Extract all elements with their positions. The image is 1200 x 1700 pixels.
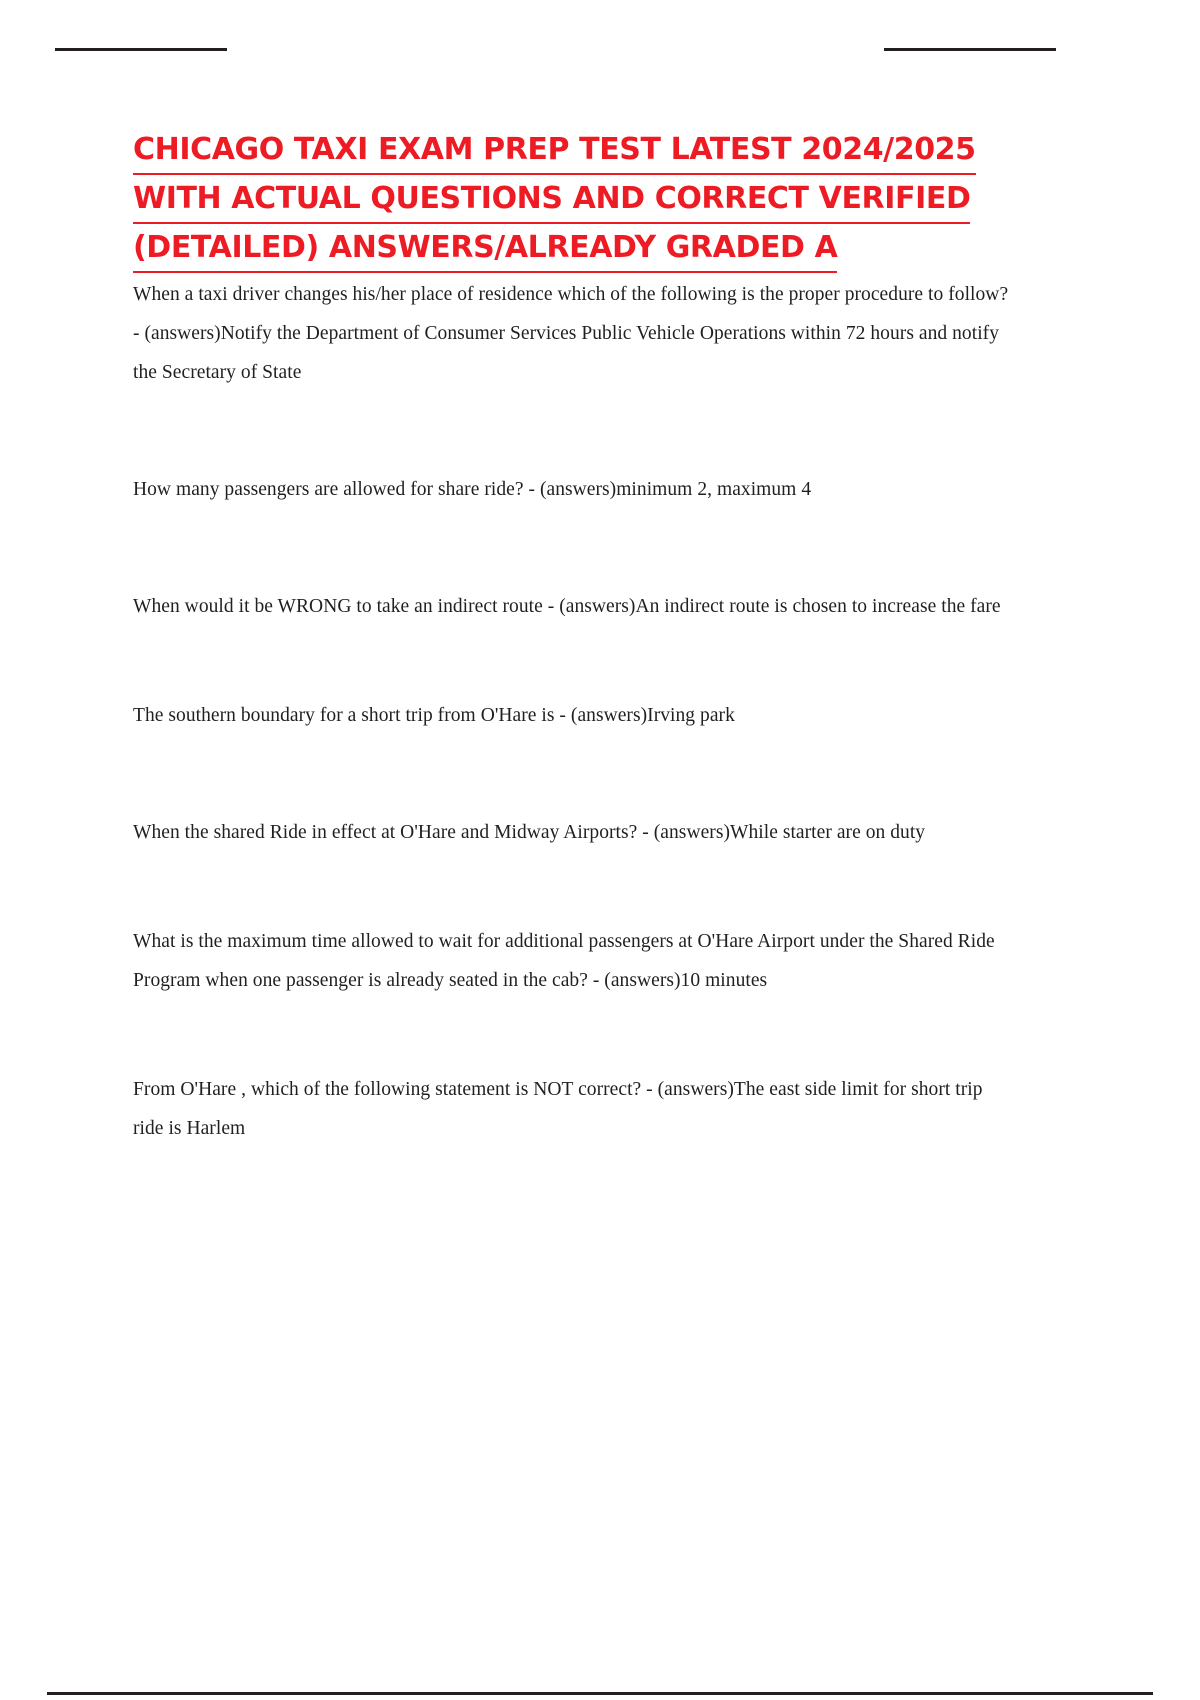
- qa-block-5: When the shared Ride in effect at O'Hare and Midway Airports? - (answers)While starter are on duty: [133, 822, 926, 843]
- title-line-1: CHICAGO TAXI EXAM PREP TEST LATEST 2024/2025: [133, 128, 976, 175]
- qa-block-3: When would it be WRONG to take an indirect route - (answers)An indirect route is chosen to increase the fare: [133, 596, 1001, 617]
- title-line-2: WITH ACTUAL QUESTIONS AND CORRECT VERIFIED: [133, 177, 970, 224]
- block-spacer: [133, 735, 1009, 813]
- footer-rule: [47, 1692, 1153, 1695]
- qa-block-1: When a taxi driver changes his/her place of residence which of the following is the proper procedure to follow? - (answers)Notify the Department of Consumer Services Public Vehicle Operations within 72 hours and notify the Secretary of State: [133, 284, 1009, 383]
- block-spacer: [133, 509, 1009, 587]
- qa-block-4: The southern boundary for a short trip from O'Hare is - (answers)Irving park: [133, 705, 735, 726]
- qa-block-6: What is the maximum time allowed to wait for additional passengers at O'Hare Airport under the Shared Ride Program when one passenger is already seated in the cab? - (answers)10 minutes: [133, 931, 995, 991]
- qa-block-7: From O'Hare , which of the following statement is NOT correct? - (answers)The east side limit for short trip ride is Harlem: [133, 1079, 983, 1139]
- header-rule-left: [55, 48, 227, 51]
- block-spacer: [133, 852, 1009, 922]
- page-header: [0, 0, 1200, 70]
- title-line-3: (DETAILED) ANSWERS/ALREADY GRADED A: [133, 226, 837, 273]
- qa-block-2: How many passengers are allowed for share ride? - (answers)minimum 2, maximum 4: [133, 479, 812, 500]
- header-rule-right: [884, 48, 1056, 51]
- block-spacer: [133, 392, 1009, 470]
- page-title: [133, 128, 1009, 273]
- block-spacer: [133, 1000, 1009, 1070]
- block-spacer: [133, 626, 1009, 696]
- document-content: [133, 128, 1009, 1148]
